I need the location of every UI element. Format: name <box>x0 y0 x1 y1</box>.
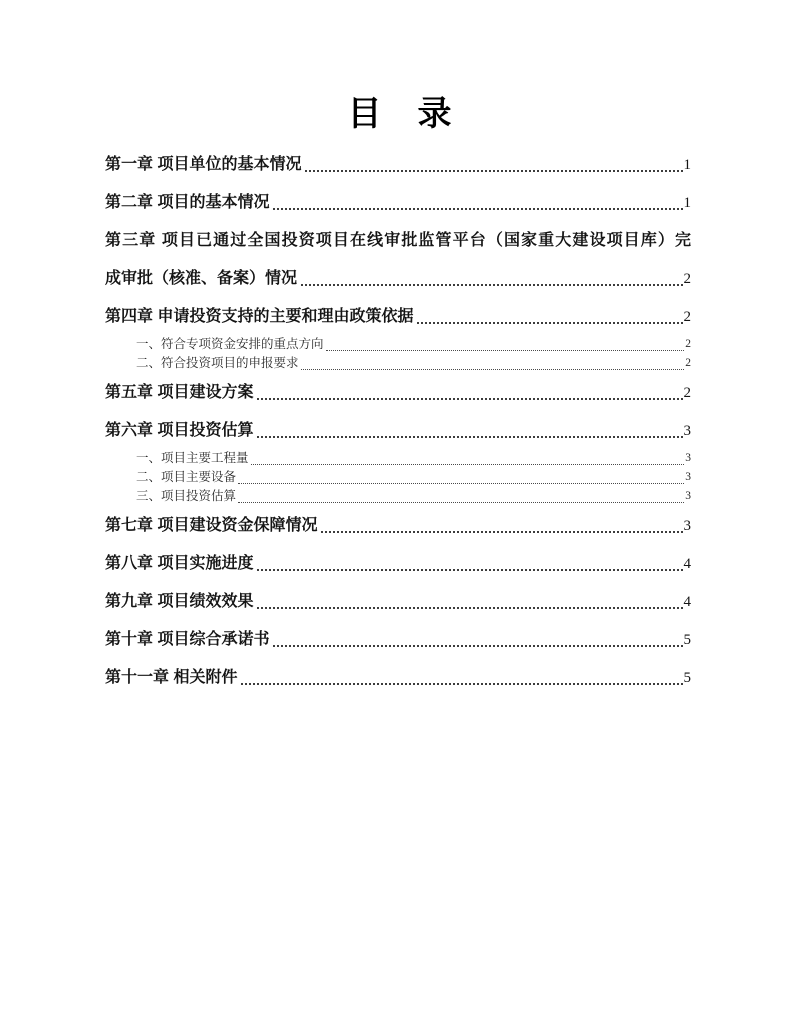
dot-leader <box>238 502 684 503</box>
toc-page-number: 2 <box>683 309 691 325</box>
toc-entry-sub <box>136 468 691 487</box>
toc-entry-label: 第七章 项目建设资金保障情况 <box>105 517 318 534</box>
toc-entry-label: 第四章 申请投资支持的主要和理由政策依据 <box>105 308 414 325</box>
toc-page-number: 3 <box>685 490 691 502</box>
dot-leader <box>273 208 682 210</box>
toc-entry-chapter-6 <box>105 421 691 441</box>
toc-page-number: 4 <box>683 594 691 610</box>
toc-entry-sub <box>136 354 691 373</box>
toc-entry-label: 第五章 项目建设方案 <box>105 384 254 401</box>
toc-entry-chapter-2 <box>105 193 691 213</box>
dot-leader <box>238 483 684 484</box>
toc-entry-chapter-4 <box>105 307 691 327</box>
dot-leader <box>301 369 685 370</box>
toc-entry-sub <box>136 487 691 506</box>
toc-page-number: 3 <box>683 423 691 439</box>
dot-leader <box>321 531 682 533</box>
toc-entry-label: 二、符合投资项目的申报要求 <box>136 356 299 370</box>
dot-leader <box>273 645 682 647</box>
toc-title: 目 录 <box>347 95 453 133</box>
dot-leader <box>257 436 682 438</box>
dot-leader <box>257 569 682 571</box>
toc-subentries-chapter-4 <box>105 335 691 373</box>
dot-leader <box>301 284 682 286</box>
toc-entry-chapter-10 <box>105 630 691 650</box>
toc-entry-label: 第一章 项目单位的基本情况 <box>105 156 302 173</box>
toc-page-number: 2 <box>683 271 691 287</box>
toc-entry-chapter-11 <box>105 668 691 688</box>
dot-leader <box>251 464 685 465</box>
toc-entry-label: 第二章 项目的基本情况 <box>105 194 270 211</box>
toc-entry-label: 第十一章 相关附件 <box>105 669 238 686</box>
toc-entry-sub <box>136 449 691 468</box>
toc-entry-chapter-1 <box>105 155 691 175</box>
toc-entry-chapter-7 <box>105 516 691 536</box>
dot-leader <box>305 170 682 172</box>
toc-entry-chapter-8 <box>105 554 691 574</box>
toc-page-number: 3 <box>685 471 691 483</box>
toc-page-number: 2 <box>685 357 691 369</box>
toc-page-number: 5 <box>683 632 691 648</box>
toc-entry-label: 一、项目主要工程量 <box>136 451 249 465</box>
dot-leader <box>257 398 682 400</box>
dot-leader <box>326 350 685 351</box>
toc-list <box>105 155 691 706</box>
dot-leader <box>257 607 682 609</box>
toc-entry-chapter-9 <box>105 592 691 612</box>
toc-page-number: 3 <box>685 452 691 464</box>
toc-entry-label: 第九章 项目绩效效果 <box>105 593 254 610</box>
toc-entry-chapter-5 <box>105 383 691 403</box>
toc-entry-chapter-3-line-1 <box>105 231 691 251</box>
toc-page-number: 2 <box>683 385 691 401</box>
toc-subentries-chapter-6 <box>105 449 691 506</box>
toc-entry-label: 第八章 项目实施进度 <box>105 555 254 572</box>
toc-page-number: 4 <box>683 556 691 572</box>
dot-leader <box>417 322 682 324</box>
toc-page-number: 5 <box>683 670 691 686</box>
toc-page-number: 2 <box>685 338 691 350</box>
toc-entry-sub <box>136 335 691 354</box>
toc-page-number: 3 <box>683 518 691 534</box>
toc-entry-label: 三、项目投资估算 <box>136 489 237 503</box>
toc-entry-label: 一、符合专项资金安排的重点方向 <box>136 337 324 351</box>
toc-entry-label: 第十章 项目综合承诺书 <box>105 631 270 648</box>
toc-entry-chapter-3-line-2 <box>105 269 691 289</box>
dot-leader <box>241 683 682 685</box>
toc-page-number: 1 <box>683 195 691 211</box>
toc-entry-label: 成审批（核准、备案）情况 <box>105 270 298 287</box>
toc-entry-label: 第三章 项目已通过全国投资项目在线审批监管平台（国家重大建设项目库）完 <box>105 232 691 249</box>
toc-entry-label: 第六章 项目投资估算 <box>105 422 254 439</box>
toc-page-number: 1 <box>683 157 691 173</box>
toc-entry-label: 二、项目主要设备 <box>136 470 237 484</box>
